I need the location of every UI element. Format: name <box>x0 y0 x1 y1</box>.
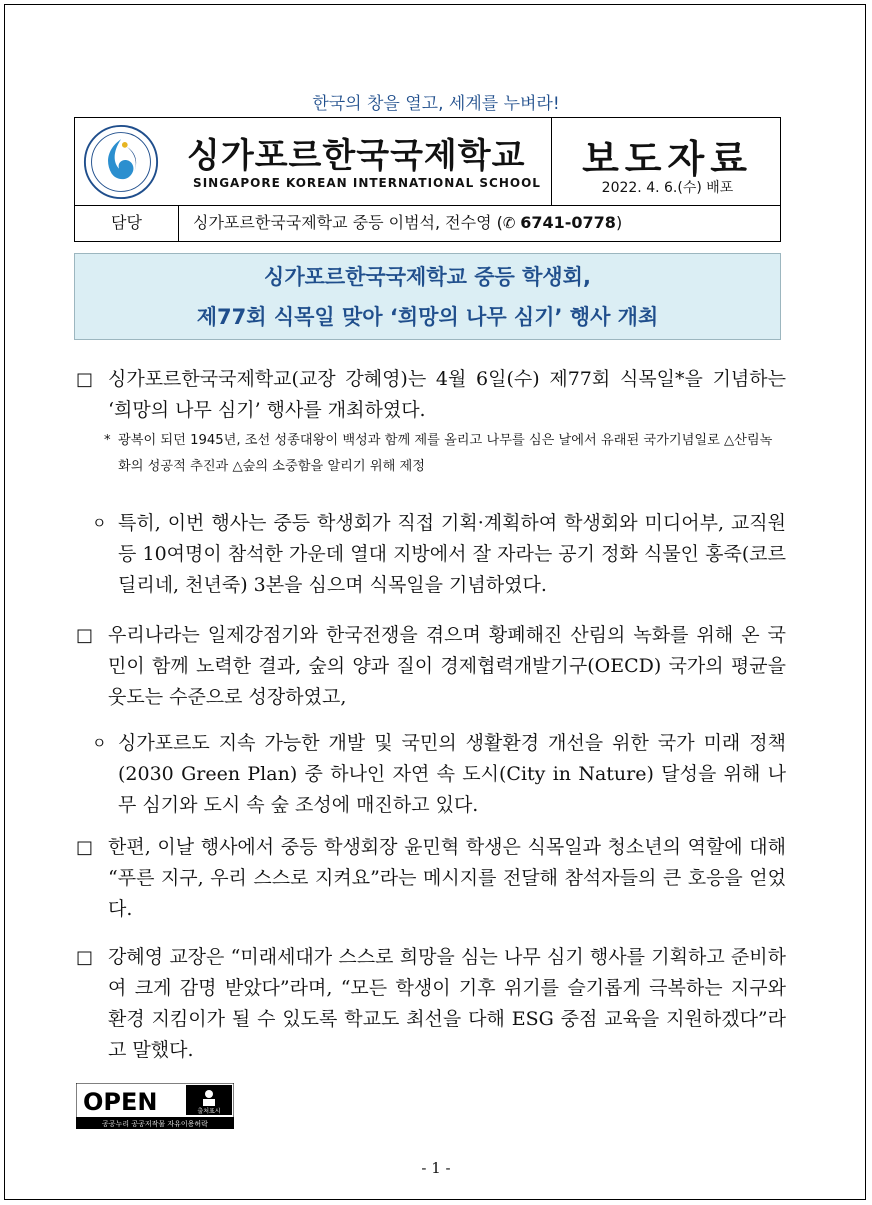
checkbox-bullet-icon: □ <box>76 837 94 858</box>
header-divider <box>551 118 552 205</box>
paragraph-text: 특히, 이번 행사는 중등 학생회가 직접 기획·계획하여 학생회와 미디어부, 교직원 등 10여명이 참석한 가운데 열대 지방에서 잘 자라는 공기 정화 식물인 홍죽(코르딜리네, 천년죽) 3본을 심으며 식목일을 기념하였다. <box>118 512 786 596</box>
license-type-text: 출처표시 <box>197 1108 221 1115</box>
paragraph-text: 우리나라는 일제강점기와 한국전쟁을 겪으며 황폐해진 산림의 녹화를 위해 온 국민이 함께 노력한 결과, 숲의 양과 질이 경제협력개발기구(OECD) 국가의 평균을 웃도는 수준으로 성장하였고, <box>108 624 786 708</box>
checkbox-bullet-icon: □ <box>76 369 94 390</box>
headline-box <box>74 253 781 340</box>
sub-paragraph-1 <box>92 508 786 601</box>
contact-phone: 6741-0778 <box>520 213 616 232</box>
telephone-icon: ✆ <box>502 214 521 232</box>
contact-info <box>193 210 622 233</box>
headline-line-1: 싱가포르한국국제학교 중등 학생회, <box>264 265 591 289</box>
paragraph-1 <box>76 364 786 426</box>
paragraph-4 <box>76 942 786 1066</box>
school-logo <box>83 124 159 200</box>
press-release-label: 보도자료 <box>582 137 753 181</box>
footnote-text: 광복이 되던 1945년, 조선 성종대왕이 백성과 함께 제를 올리고 나무를 심은 날에서 유래된 국가기념일로 △산림녹화의 성공적 추진과 △숲의 소중함을 알리기 위해 제정 <box>118 433 773 474</box>
paragraph-text: 싱가포르도 지속 가능한 개발 및 국민의 생활환경 개선을 위한 국가 미래 정책(2030 Green Plan) 중 하나인 자연 속 도시(City in Nature) 달성을 위해 나무 심기와 도시 속 숲 조성에 매진하고 있다. <box>118 732 786 816</box>
footnote <box>104 428 784 480</box>
headline-line-2: 제77회 식목일 맞아 ‘희망의 나무 심기’ 행사 개최 <box>196 305 659 329</box>
footnote-marker: * <box>104 433 111 448</box>
page-number: - 1 - <box>421 1159 451 1177</box>
header-divider <box>75 205 780 206</box>
license-open-text: OPEN <box>83 1088 158 1116</box>
school-name-korean: 싱가포르한국국제학교 <box>187 136 526 176</box>
school-name-english: SINGAPORE KOREAN INTERNATIONAL SCHOOL <box>193 176 541 190</box>
checkbox-bullet-icon: □ <box>76 625 94 646</box>
sub-paragraph-2 <box>92 728 786 821</box>
contact-people: 싱가포르한국국제학교 중등 이범석, 전수영 ( <box>193 213 503 232</box>
slogan: 한국의 창을 열고, 세계를 누벼라! <box>312 94 560 114</box>
contact-close: ) <box>615 213 623 232</box>
paragraph-3 <box>76 832 786 925</box>
license-footer-text: 공공누리 공공저작물 자유이용허락 <box>102 1120 208 1128</box>
contact-label: 담당 <box>111 213 142 232</box>
header-table <box>74 117 781 242</box>
release-date: 2022. 4. 6.(수) 배포 <box>601 180 734 196</box>
paragraph-2 <box>76 620 786 713</box>
circle-bullet-icon: ㅇ <box>92 734 107 752</box>
checkbox-bullet-icon: □ <box>76 947 94 968</box>
kogl-open-license-icon <box>76 1083 234 1129</box>
paragraph-text: 강혜영 교장은 “미래세대가 스스로 희망을 심는 나무 심기 행사를 기획하고 준비하여 크게 감명 받았다”라며, “모든 학생이 기후 위기를 슬기롭게 극복하는 지구와 환경 지킴이가 될 수 있도록 학교도 최선을 다해 ESG 중점 교육을 지원하겠다”라고 말했다. <box>108 946 786 1061</box>
paragraph-text: 싱가포르한국국제학교(교장 강혜영)는 4월 6일(수) 제77회 식목일*을 기념하는 ‘희망의 나무 심기’ 행사를 개최하였다. <box>108 368 786 421</box>
header-divider <box>178 205 179 242</box>
circle-bullet-icon: ㅇ <box>92 514 107 532</box>
paragraph-text: 한편, 이날 행사에서 중등 학생회장 윤민혁 학생은 식목일과 청소년의 역할에 대해 “푸른 지구, 우리 스스로 지켜요”라는 메시지를 전달해 참석자들의 큰 호응을 얻었다. <box>108 836 786 920</box>
